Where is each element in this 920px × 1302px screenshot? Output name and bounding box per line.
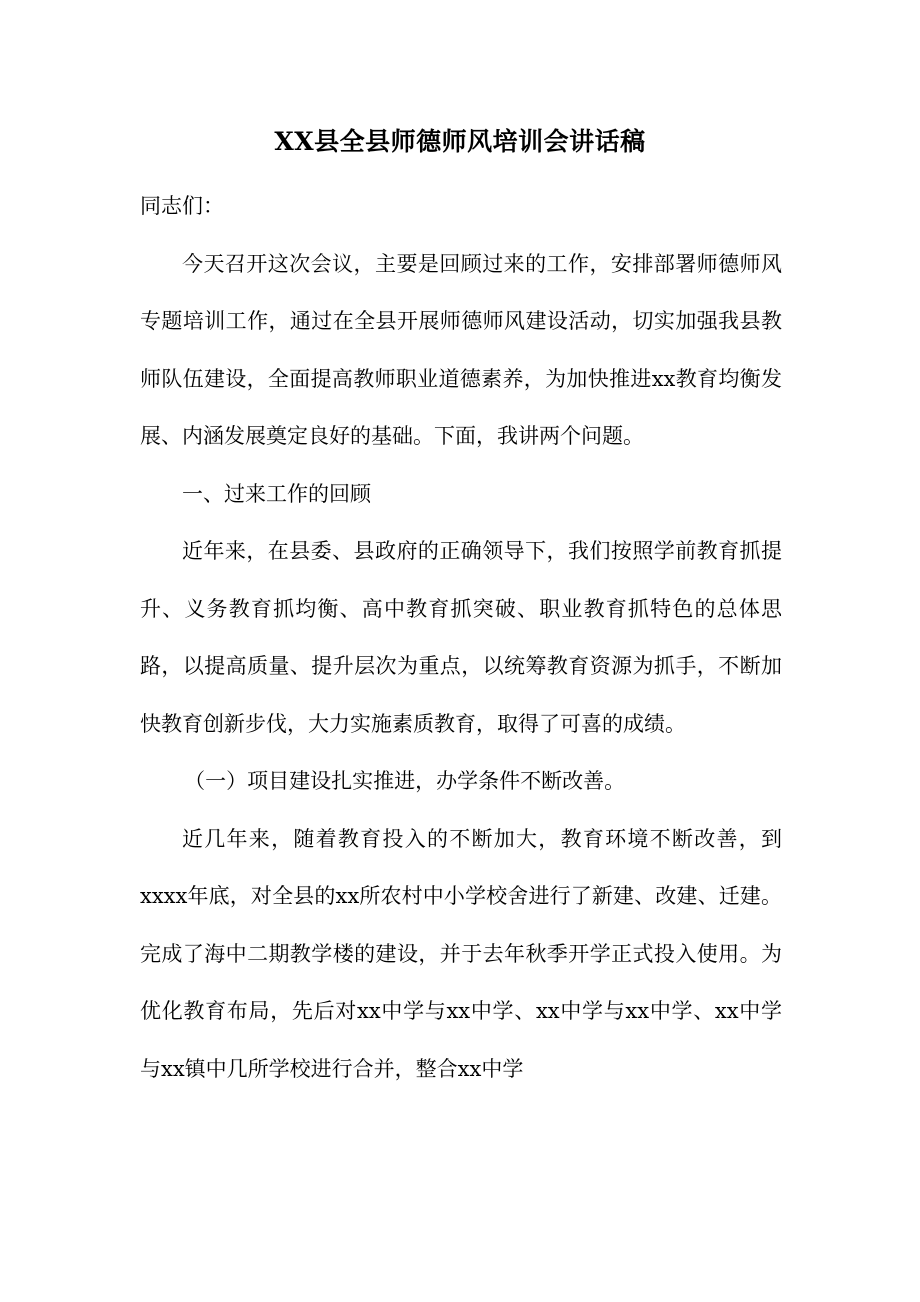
subsection-heading-projects: （一）项目建设扎实推进，办学条件不断改善。 [184,769,626,793]
paragraph-intro: 今天召开这次会议，主要是回顾过来的工作，安排部署师德师风专题培训工作，通过在全县开展师德师风建设活动，切实加强我县教师队伍建设，全面提高教师职业道德素养，为加快推进xx教育均衡发展、内涵发展奠定良好的基础。下面，我讲两个问题。 [140,251,782,448]
section-heading-review: 一、过来工作的回顾 [182,481,371,506]
salutation: 同志们： [140,194,224,218]
paragraph-overview: 近年来，在县委、县政府的正确领导下，我们按照学前教育抓提升、义务教育抓均衡、高中教育抓突破、职业教育抓特色的总体思路，以提高质量、提升层次为重点，以统筹教育资源为抓手，不断加快教育创新步伐，大力实施素质教育，取得了可喜的成绩。 [140,539,782,736]
paragraph-projects: 近几年来，随着教育投入的不断加大，教育环境不断改善，到xxxx年底，对全县的xx所农村中小学校舍进行了新建、改建、迁建。完成了海中二期教学楼的建设，并于去年秋季开学正式投入使用。为优化教育布局，先后对xx中学与xx中学、xx中学与xx中学、xx中学与xx镇中几所学校进行合并，整合xx中学 [140,826,782,1081]
document-body [140,178,782,1098]
document-title: XX县全县师德师风培训会讲话稿 [274,127,646,156]
